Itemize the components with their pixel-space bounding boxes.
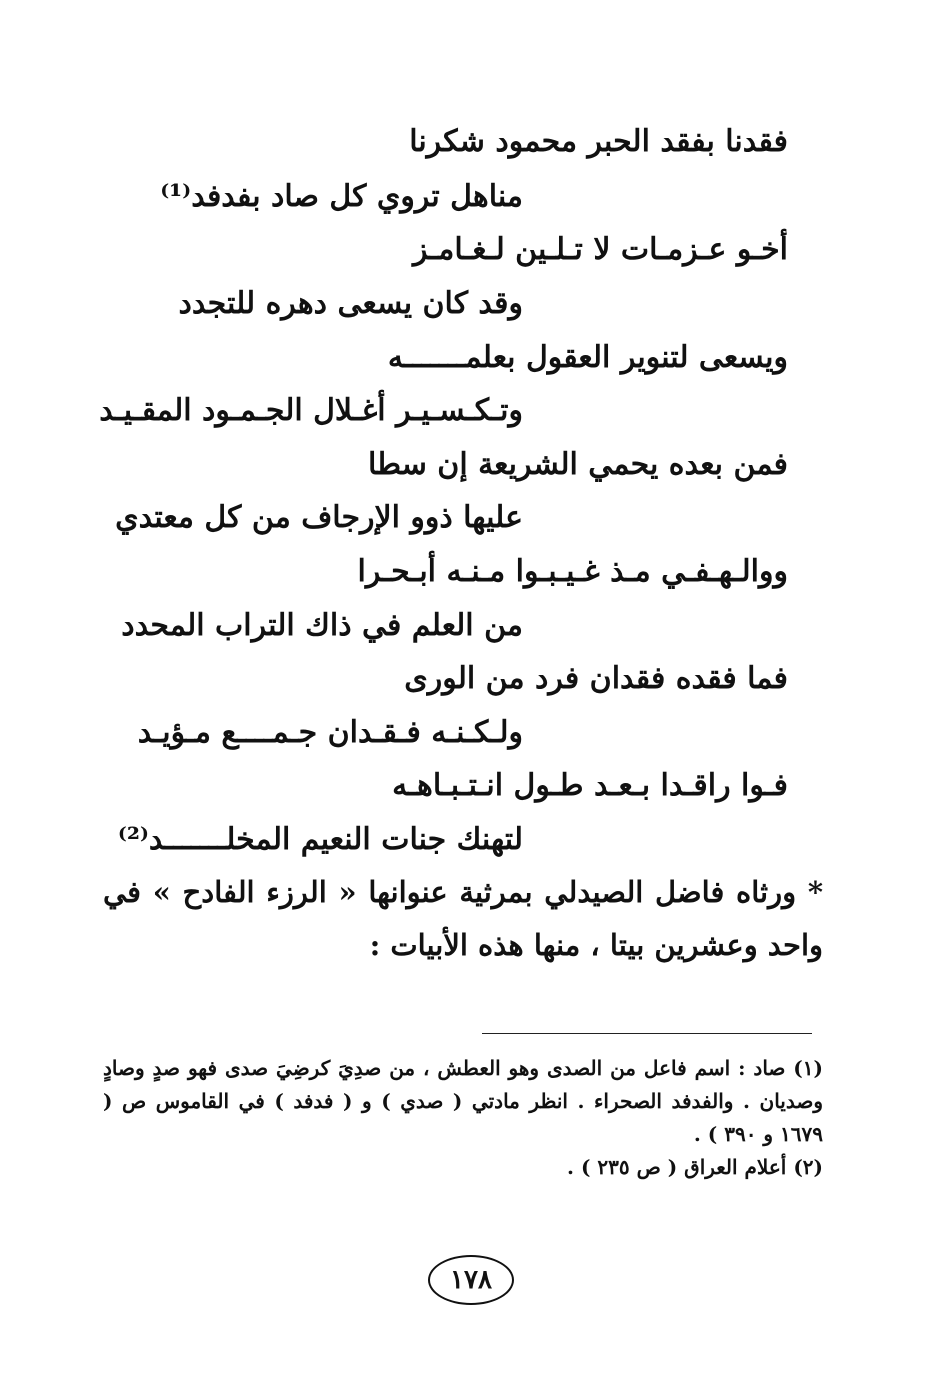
- poem-line-11: فما فقده فقدان فرد من الورى: [404, 661, 788, 696]
- footnote-separator: [482, 1033, 812, 1034]
- footnote-2: (٢) أعلام العراق ( ص ٢٣٥ ) .: [567, 1155, 823, 1179]
- poem-line-9: ووالـهـفـي مـذ غـيـبـوا مـنـه أبـحـرا: [357, 554, 788, 589]
- poem-line-7: فمن بعده يحمي الشريعة إن سطا: [367, 447, 788, 482]
- poem-line-5: ويسعى لتنوير العقول بعلمـــــــه: [387, 340, 788, 375]
- footnotes: [103, 1052, 823, 1184]
- poem-line-13: فـوا راقـدا بـعـد طـول انـتـبـاهـه: [392, 768, 788, 803]
- poem-line-4: وقد كان يسعى دهره للتجدد: [178, 286, 523, 321]
- poem-line-8: عليها ذوو الإرجاف من كل معتدي: [115, 500, 523, 535]
- prose-paragraph: * ورثاه فاضل الصيدلي بمرثية عنوانها « الرزء الفادح » في واحد وعشرين بيتا ، منها هذه الأبيات :: [103, 875, 823, 962]
- poem-line-10: من العلم في ذاك التراب المحدد: [121, 608, 523, 643]
- page-number: ١٧٨: [450, 1265, 492, 1295]
- footnote-1: (١) صاد : اسم فاعل من الصدى وهو العطش ، من صدِيَ كرضِيَ صدى فهو صدٍ وصادٍ وصديان . والفدفد الصحراء . انظر مادتي ( صدي ) و ( فدفد ) في القاموس ص ( ١٦٧٩ و ٣٩٠ ) .: [103, 1056, 823, 1146]
- poem-line-3: أخـو عـزمـات لا تـلـين لـغـامـز: [412, 232, 788, 267]
- poem-line-2: مناهل تروي كل صاد بفدفد⁽¹⁾: [160, 179, 523, 214]
- poem-line-6: وتـكـسـيـر أغـلال الجـمـود المقـيـد: [99, 393, 523, 428]
- page-number-oval: [428, 1255, 514, 1305]
- poem-line-1: فقدنا بفقد الحبر محمود شكرنا: [409, 124, 788, 159]
- poem-line-14: لتهنك جنات النعيم المخلـــــــد⁽²⁾: [117, 822, 523, 857]
- poem-line-12: ولـكـنـه فـقـدان جـمــــع مـؤيـد: [137, 715, 523, 750]
